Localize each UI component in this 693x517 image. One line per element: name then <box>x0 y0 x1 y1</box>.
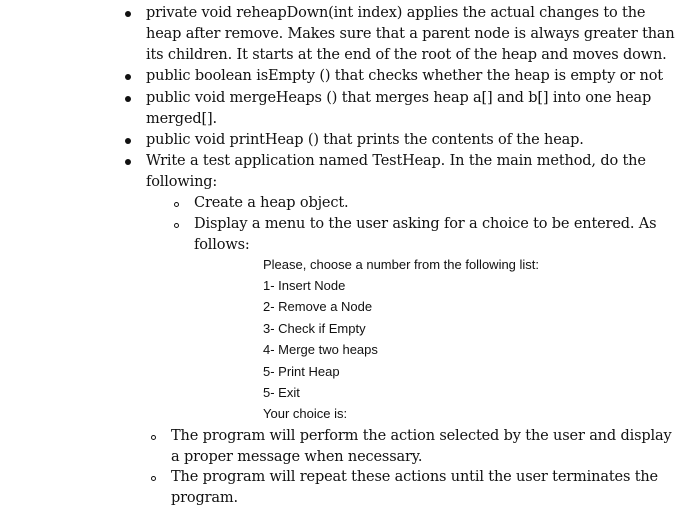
sub-bullet-circle <box>174 202 179 207</box>
closing-item-2-line-1: The program will repeat these actions until the user terminates the <box>171 469 658 485</box>
menu-choice-prompt: Your choice is: <box>263 406 348 421</box>
sub-bullet-circle <box>174 223 179 228</box>
menu-option: 4- Merge two heaps <box>263 342 378 357</box>
sub-bullet-circle <box>151 476 156 481</box>
bullet-2-line-1: public boolean isEmpty () that checks whether the heap is empty or not <box>146 68 663 84</box>
bullet-dot <box>125 138 131 144</box>
closing-item-1-line-1: The program will perform the action selected by the user and display <box>171 428 672 444</box>
bullet-1-line-2: heap after remove. Makes sure that a parent node is always greater than <box>146 26 675 42</box>
sub-item-1-line-1: Create a heap object. <box>194 195 349 211</box>
menu-prompt: Please, choose a number from the following list: <box>263 257 540 272</box>
sub-item-2-line-1: Display a menu to the user asking for a choice to be entered. As <box>194 216 657 232</box>
bullet-3-line-1: public void mergeHeaps () that merges heap a[] and b[] into one heap <box>146 90 652 106</box>
closing-item-2-line-2: program. <box>171 490 238 506</box>
menu-option: 5- Exit <box>263 385 300 400</box>
bullet-dot <box>125 96 131 102</box>
closing-item-1-line-2: a proper message when necessary. <box>171 449 423 465</box>
bullet-5-line-2: following: <box>146 174 218 190</box>
menu-option: 5- Print Heap <box>263 364 340 379</box>
bullet-dot <box>125 159 131 165</box>
bullet-1-line-1: private void reheapDown(int index) applies the actual changes to the <box>146 5 646 21</box>
menu-option: 3- Check if Empty <box>263 321 366 336</box>
bullet-5-line-1: Write a test application named TestHeap. In the main method, do the <box>146 153 646 169</box>
bullet-4-line-1: public void printHeap () that prints the contents of the heap. <box>146 132 584 148</box>
menu-option: 1- Insert Node <box>263 278 346 293</box>
menu-option: 2- Remove a Node <box>263 299 373 314</box>
sub-bullet-circle <box>151 435 156 440</box>
bullet-1-line-3: its children. It starts at the end of the root of the heap and moves down. <box>146 47 667 63</box>
sub-item-2-line-2: follows: <box>194 237 250 253</box>
bullet-dot <box>125 11 131 17</box>
bullet-dot <box>125 74 131 80</box>
bullet-3-line-2: merged[]. <box>146 111 217 127</box>
